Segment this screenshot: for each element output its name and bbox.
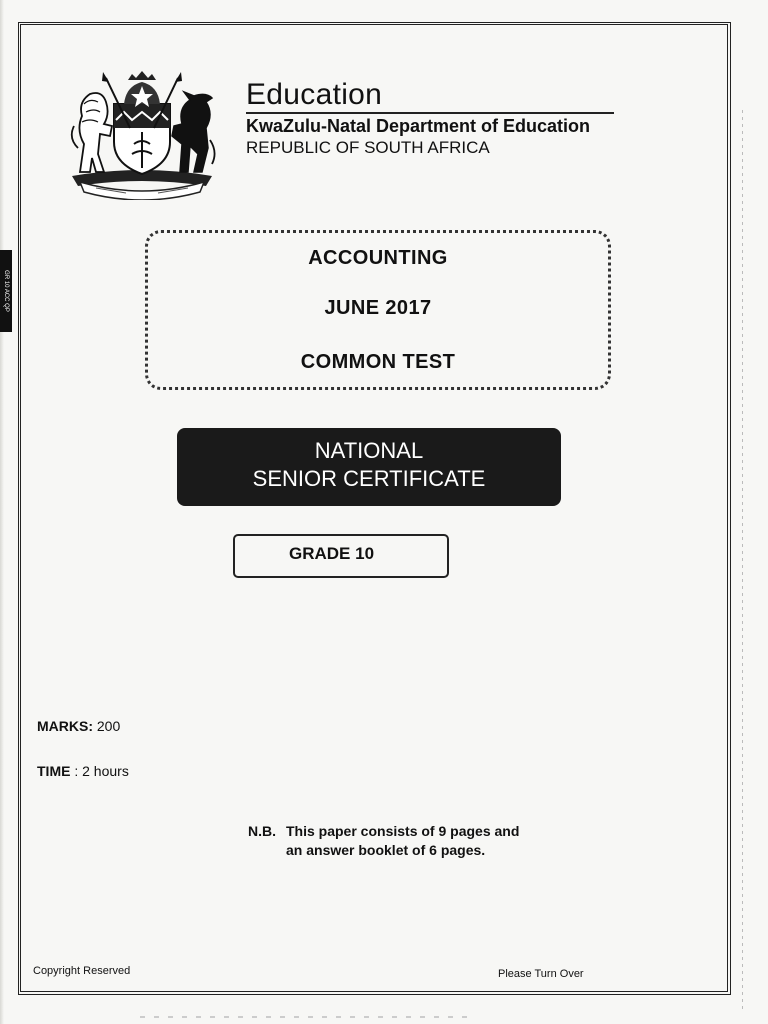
coat-of-arms-icon	[66, 68, 218, 200]
subject-title: ACCOUNTING	[308, 247, 448, 269]
title-underline	[246, 112, 614, 114]
marks-value: 200	[96, 718, 121, 734]
marks-line	[37, 718, 120, 734]
test-session: JUNE 2017	[324, 297, 432, 319]
certificate-banner	[177, 428, 561, 506]
marks-label: MARKS:	[37, 718, 93, 734]
time-line	[37, 763, 129, 779]
side-tab-label: GR 10 ACC QP	[3, 270, 9, 312]
grade-box	[233, 534, 449, 578]
grade-label: GRADE 10	[289, 544, 375, 563]
nb-note	[248, 822, 519, 860]
scan-smudge	[140, 1016, 470, 1018]
footer-copyright: Copyright Reserved	[33, 965, 131, 977]
time-value: : 2 hours	[74, 763, 129, 779]
scan-edge	[0, 0, 4, 1024]
time-label: TIME	[37, 763, 71, 779]
certificate-line-2: SENIOR CERTIFICATE	[252, 466, 486, 491]
department-name: KwaZulu-Natal Department of Education	[246, 116, 591, 136]
margin-line	[742, 110, 743, 1010]
side-tab	[0, 250, 12, 332]
test-type: COMMON TEST	[300, 351, 456, 373]
nb-prefix: N.B.	[248, 823, 276, 839]
header-title: Education	[246, 78, 383, 111]
country-name: REPUBLIC OF SOUTH AFRICA	[246, 138, 490, 157]
nb-line-2: an answer booklet of 6 pages.	[286, 842, 486, 858]
certificate-line-1: NATIONAL	[314, 438, 424, 463]
footer-turn-over: Please Turn Over	[498, 968, 584, 980]
nb-line-1: This paper consists of 9 pages and	[286, 823, 520, 839]
